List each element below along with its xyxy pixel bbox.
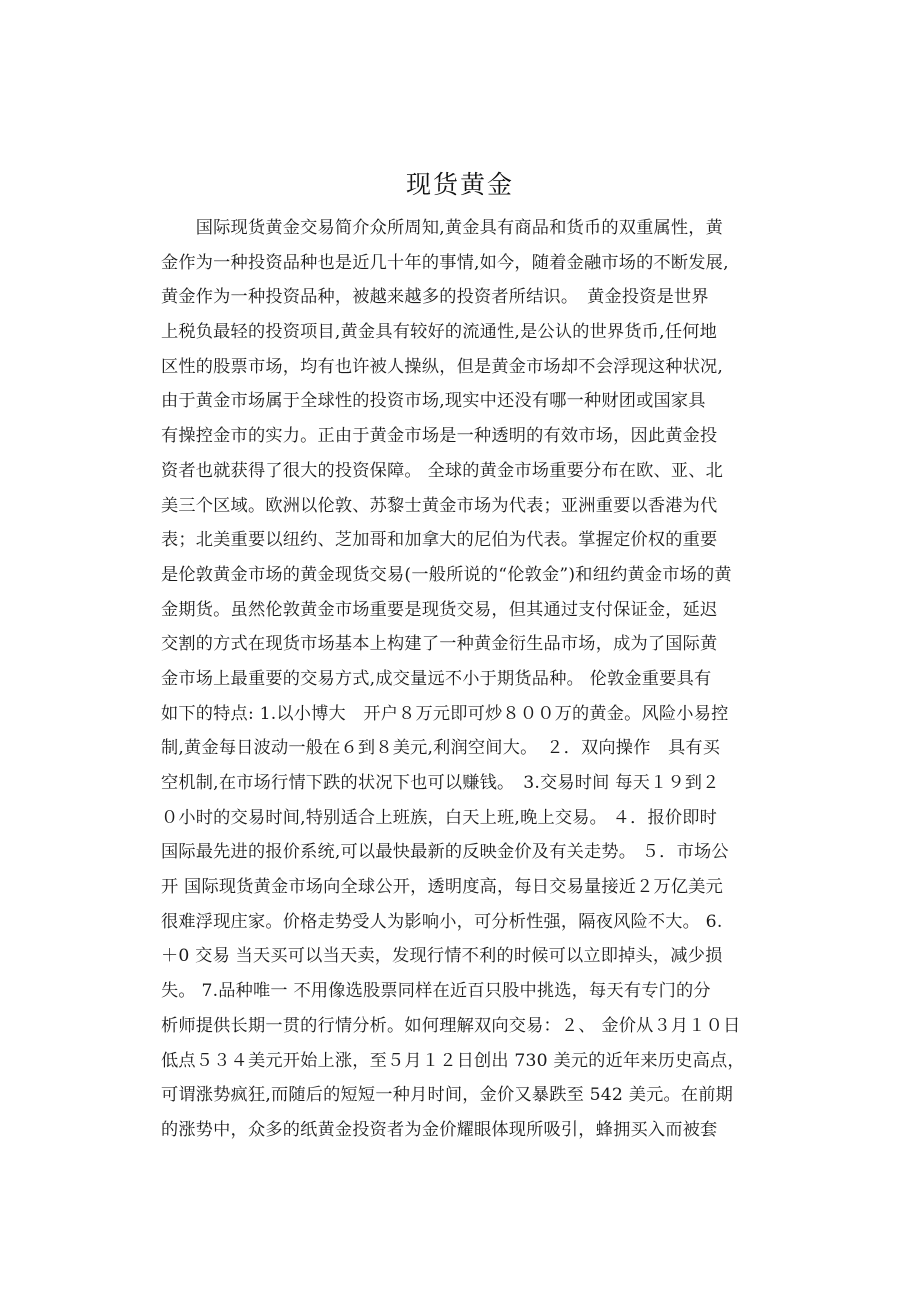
body-line: 国际最先进的报价系统,可以最快最新的反映金价及有关走势。 ５．市场公 [161,842,729,863]
body-line: 有操控金市的实力。正由于黄金市场是一种透明的有效市场，因此黄金投 [161,426,718,447]
body-line: ０小时的交易时间,特别适合上班族，白天上班,晚上交易。 ４．报价即时 [161,807,718,828]
body-line: 开 国际现货黄金市场向全球公开，透明度高，每日交易量接近２万亿美元 [161,877,724,898]
body-line: 金市场上最重要的交易方式,成交量远不小于期货品种。 伦敦金重要具有 [161,668,712,689]
body-line: 的涨势中，众多的纸黄金投资者为金价耀眼体现所吸引，蜂拥买入而被套 [161,1119,718,1140]
body-line: 低点５３４美元开始上涨，至５月１２日创出 730 美元的近年来历史高点， [161,1050,745,1071]
body-line: 国际现货黄金交易简介众所周知,黄金具有商品和货币的双重属性，黄 [161,218,724,238]
document-title: 现货黄金 [405,170,514,199]
body-line: 资者也就获得了很大的投资保障。 全球的黄金市场重要分布在欧、亚、北 [161,460,724,481]
document-body [161,211,761,1148]
body-line: 黄金作为一种投资品种，被越来越多的投资者所结识。 黄金投资是世界 [161,287,709,308]
body-line: 表；北美重要以纽约、芝加哥和加拿大的尼伯为代表。掌握定价权的重要 [161,530,718,551]
body-line: 金作为一种投资品种也是近几十年的事情,如今，随着金融市场的不断发展, [161,252,729,273]
body-line: 是伦敦黄金市场的黄金现货交易(一般所说的“伦敦金”)和纽约黄金市场的黄 [161,564,732,585]
body-line: 交割的方式在现货市场基本上构建了一种黄金衍生品市场，成为了国际黄 [161,634,718,655]
body-line: 上税负最轻的投资项目,黄金具有较好的流通性,是公认的世界货币,任何地 [161,322,718,343]
body-line: 制,黄金每日波动一般在６到８美元,利润空间大。 ２．双向操作 具有买 [161,738,721,759]
body-line: 如下的特点: 1.以小博大 开户８万元即可炒８００万的黄金。风险小易控 [161,703,729,724]
body-line: 可谓涨势疯狂,而随后的短短一种月时间，金价又暴跌至 542 美元。在前期 [161,1085,734,1106]
body-line: 金期货。虽然伦敦黄金市场重要是现货交易，但其通过支付保证金，延迟 [161,599,718,620]
body-line: 失。 7.品种唯一 不用像选股票同样在近百只股中挑选，每天有专门的分 [161,981,711,1002]
body-line: ＋0 交易 当天买可以当天卖，发现行情不利的时候可以立即掉头，减少损 [161,946,723,967]
body-line: 析师提供长期一贯的行情分析。如何理解双向交易：２、 金价从３月１０日 [161,1015,741,1036]
body-line: 区性的股票市场，均有也许被人操纵，但是黄金市场却不会浮现这种状况, [161,356,724,377]
body-line: 由于黄金市场属于全球性的投资市场,现实中还没有哪一种财团或国家具 [161,391,706,412]
body-line: 很难浮现庄家。价格走势受人为影响小，可分析性强，隔夜风险不大。 6. [161,911,723,932]
body-line: 空机制,在市场行情下跌的状况下也可以赚钱。 3.交易时间 每天１９到２ [161,773,720,793]
body-line: 美三个区域。欧洲以伦敦、苏黎士黄金市场为代表；亚洲重要以香港为代 [161,495,718,516]
